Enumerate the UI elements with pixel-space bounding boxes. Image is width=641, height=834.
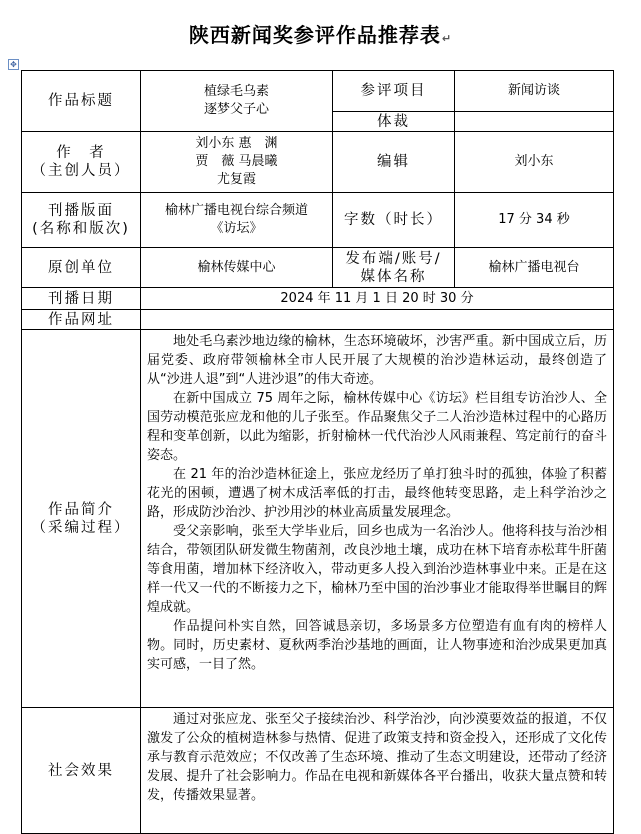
value-editor[interactable]: 刘小东	[455, 132, 614, 193]
page-title: 陕西新闻奖参评作品推荐表↵	[188, 23, 453, 47]
value-unit[interactable]: 榆林传媒中心	[141, 248, 333, 288]
recommendation-table	[21, 70, 614, 834]
row-date	[22, 288, 614, 310]
effect-paragraph-1: 通过对张应龙、张至父子接续治沙、科学治沙，向沙漠要效益的报道，不仅激发了公众的植树造林参与热情、促进了政策支持和资金投入，还形成了文化传承与教育示范效应；不仅改善了生态环境、推动了生态文明建设，还带动了经济发展、提升了社会影响力。作品在电视和新媒体各平台播出，收获大量点赞和转发，传播效果显著。	[147, 712, 607, 803]
label-page: 刊播版面 (名称和版次)	[22, 193, 141, 248]
intro-paragraph-5: 作品提问朴实自然，回答诚恳亲切，多场景多方位塑造有血有肉的榜样人物。同时，历史素材、夏秋两季治沙基地的画面，让人物事迹和治沙成果更加真实可感，一目了然。	[147, 619, 607, 672]
label-duration: 字数（时长）	[333, 193, 455, 248]
intro-paragraph-1: 地处毛乌素沙地边缘的榆林，生态环境破坏，沙害严重。新中国成立后，历届党委、政府带领榆林全市人民开展了大规模的治沙造林运动，最终创造了从“沙进人退”到“人进沙退”的伟大奇迹。	[147, 334, 607, 387]
label-intro: 作品简介 （采编过程）	[22, 330, 141, 708]
value-date[interactable]: 2024 年 11 月 1 日 20 时 30 分	[141, 288, 614, 310]
intro-paragraph-4: 受父亲影响，张至大学毕业后，回乡也成为一名治沙人。他将科技与治沙相结合，带领团队研发微生物菌剂，改良沙地土壤，成功在林下培育赤松茸牛肝菌等食用菌，增加林下经济收入，带动更多人投入到治沙造林事业中来。正是在这样一代又一代的不断接力之下，榆林乃至中国的治沙事业才能取得举世瞩目的辉煌成就。	[147, 524, 607, 615]
value-url[interactable]	[141, 310, 614, 330]
label-category: 参评项目	[333, 71, 455, 112]
value-effect[interactable]	[141, 708, 614, 834]
value-intro[interactable]	[141, 330, 614, 708]
intro-paragraph-3: 在 21 年的治沙造林征途上，张应龙经历了单打独斗时的孤独，体验了积蓄花光的困顿，遭遇了树木成活率低的打击，最终他转变思路，走上科学治沙之路，形成防沙治沙、护沙用沙的林业高质量发展理念。	[147, 467, 607, 520]
value-publisher[interactable]: 榆林广播电视台	[455, 248, 614, 288]
row-work-title	[22, 71, 614, 112]
row-page	[22, 193, 614, 248]
row-effect	[22, 708, 614, 834]
label-date: 刊播日期	[22, 288, 141, 310]
label-work-title: 作品标题	[22, 71, 141, 132]
value-author[interactable]: 刘小东 惠 渊 贾 薇 马晨曦 尤复霞	[141, 132, 333, 193]
intro-paragraph-2: 在新中国成立 75 周年之际，榆林传媒中心《访坛》栏目组专访治沙人、全国劳动模范张应龙和他的儿子张至。作品聚焦父子二人治沙造林过程中的心路历程和变革创新，以此为缩影，折射榆林一代代治沙人风雨兼程、笃定前行的奋斗姿态。	[147, 391, 607, 463]
value-page[interactable]: 榆林广播电视台综合频道 《访坛》	[141, 193, 333, 248]
value-duration[interactable]: 17 分 34 秒	[455, 193, 614, 248]
row-intro	[22, 330, 614, 708]
value-work-title[interactable]: 植绿毛乌素 逐梦父子心	[141, 71, 333, 132]
row-unit	[22, 248, 614, 288]
label-unit: 原创单位	[22, 248, 141, 288]
label-editor: 编辑	[333, 132, 455, 193]
table-move-handle-icon[interactable]: ✥	[8, 59, 19, 70]
label-genre: 体裁	[333, 112, 455, 132]
row-author	[22, 132, 614, 193]
label-author: 作 者 （主创人员）	[22, 132, 141, 193]
value-genre[interactable]	[455, 112, 614, 132]
label-publisher: 发布端/账号/ 媒体名称	[333, 248, 455, 288]
label-effect: 社会效果	[22, 708, 141, 834]
value-category[interactable]: 新闻访谈	[455, 71, 614, 112]
row-url	[22, 310, 614, 330]
label-url: 作品网址	[22, 310, 141, 330]
